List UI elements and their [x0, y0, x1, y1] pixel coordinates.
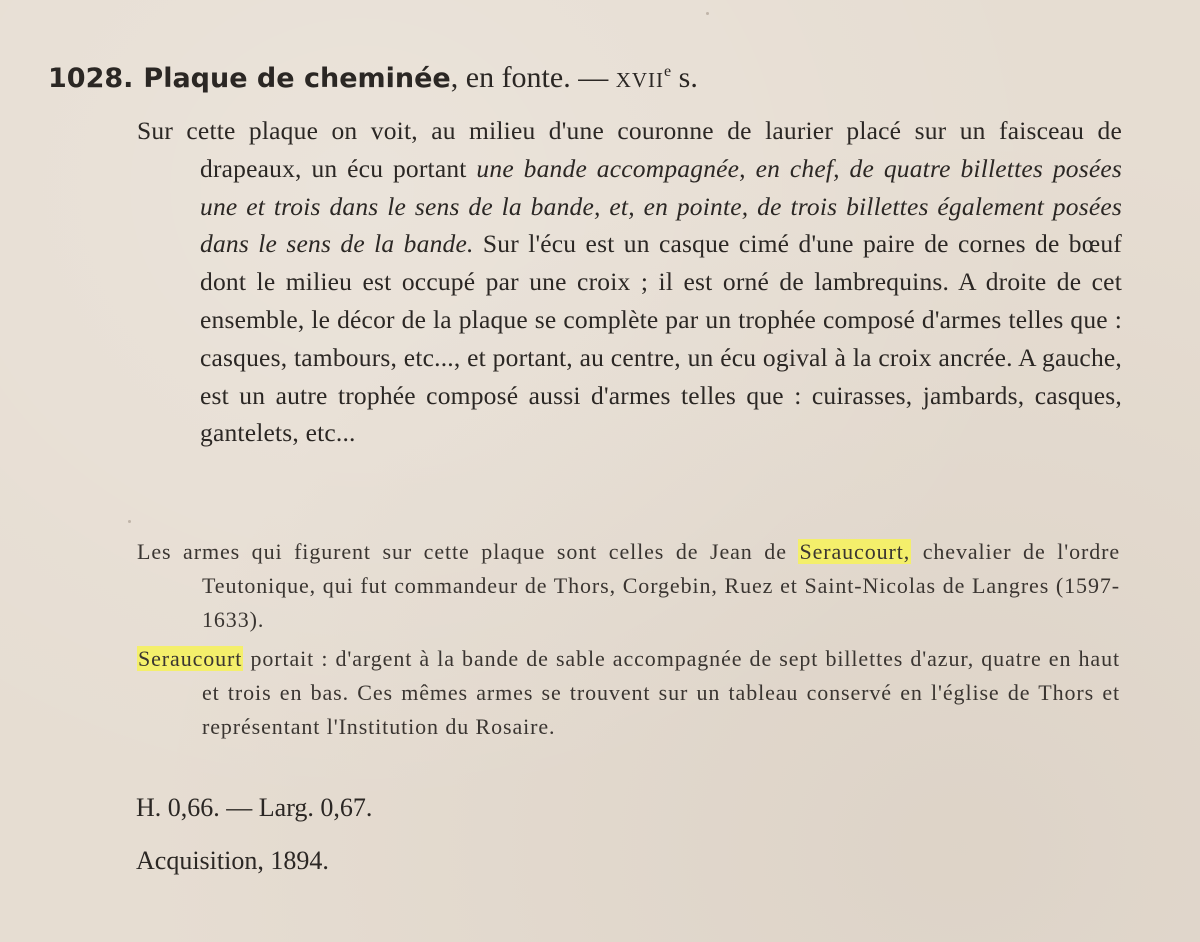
description-blazon: une bande accompagnée, en chef, de quatre billettes posées une et trois dans le sens de la bande, et, en pointe, de trois billettes également posées dans le sens de la bande. [200, 153, 1122, 259]
description-part1: Sur cette plaque on voit, au milieu d'une couronne de laurier placé sur un faisceau de drapeaux, un écu portant [137, 116, 1122, 183]
dimensions: H. 0,66. — Larg. 0,67. [136, 793, 373, 822]
entry-heading [48, 52, 1168, 99]
paper-speck [706, 12, 709, 15]
note1-before: Les armes qui figurent sur cette plaque sont celles de Jean de [137, 539, 799, 564]
highlight-seraucourt-1: Seraucourt, [799, 539, 911, 564]
entry-title: Plaque de cheminée [143, 63, 451, 94]
paper-speck [128, 520, 131, 523]
note-blazon [138, 642, 1120, 744]
entry-subtitle: , en fonte. — [450, 61, 616, 94]
entry-number: 1028. [48, 63, 134, 94]
entry-century-end: s. [671, 61, 698, 94]
description-part2: Sur l'écu est un casque cimé d'une paire de cornes de bœuf dont le milieu est occupé par une croix ; il est orné de lambrequins. A droite de cet ensemble, le décor de la plaque se complète par un trophée composé d'armes telles que : casques, tambours, etc..., et portant, au centre, un écu ogival à la croix ancrée. A gauche, est un autre trophée composé aussi d'armes telles que : cuirasses, jambards, casques, gantelets, etc... [200, 229, 1122, 448]
entry-description [137, 112, 1122, 452]
entry-century-sup: e [664, 63, 672, 80]
highlight-seraucourt-2: Seraucourt [138, 646, 243, 671]
note2-after: portait : d'argent à la bande de sable accompagnée de sept billettes d'azur, quatre en haut et trois en bas. Ces mêmes armes se trouvent sur un tableau conservé en l'église de Thors et représentant l'Institution du Rosaire. [202, 646, 1120, 739]
entry-century: xvii [615, 61, 665, 94]
note-arms-owner [137, 535, 1120, 637]
acquisition: Acquisition, 1894. [136, 846, 329, 875]
note1-after: chevalier de l'ordre Teutonique, qui fut commandeur de Thors, Corgebin, Ruez et Saint-Nicolas de Langres (1597-1633). [202, 539, 1120, 632]
